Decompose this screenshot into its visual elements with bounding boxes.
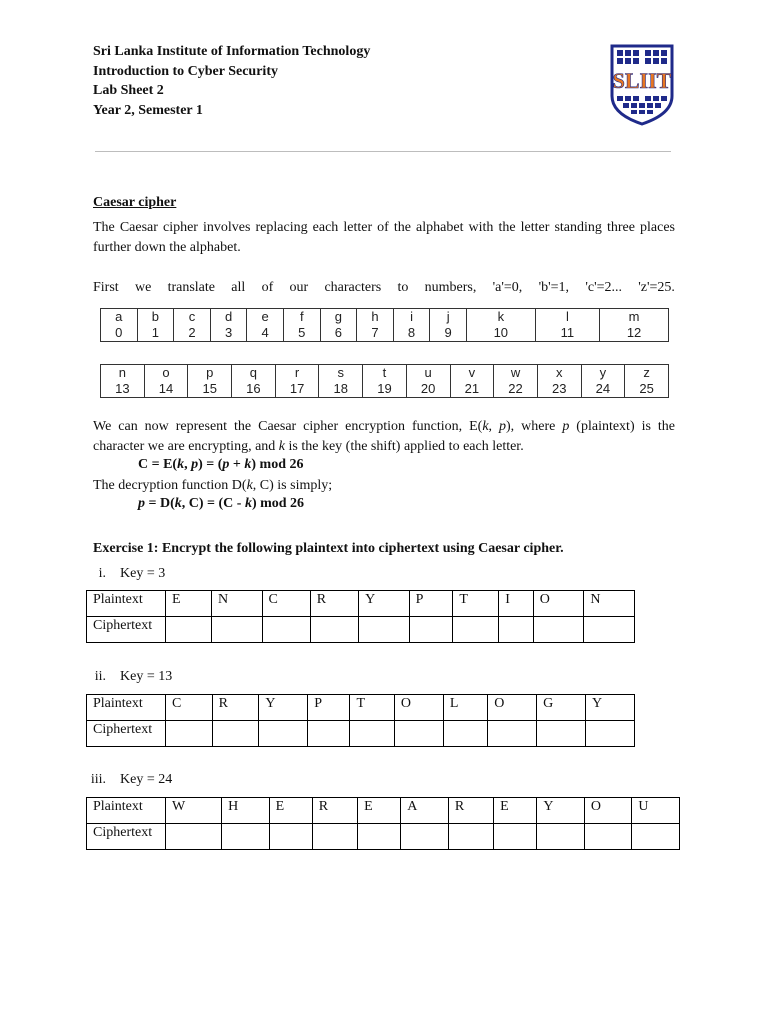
plaintext-letter-cell: A: [401, 798, 449, 824]
alphabet-number-cell: 1: [137, 325, 174, 342]
course-name: Introduction to Cyber Security: [93, 63, 278, 79]
alphabet-number-cell: 15: [188, 381, 232, 398]
term-label: Year 2, Semester 1: [93, 102, 203, 118]
alphabet-number-cell: 8: [393, 325, 430, 342]
plaintext-row: [87, 798, 680, 824]
alphabet-number-cell: 10: [466, 325, 535, 342]
alphabet-letter-cell: w: [494, 365, 538, 382]
decryption-formula: p = D(k, C) = (C - k) mod 26: [138, 496, 305, 511]
alphabet-letter-cell: t: [363, 365, 407, 382]
translate-word: 'z'=25.: [638, 280, 675, 295]
ciphertext-answer-cell[interactable]: [409, 617, 453, 643]
plaintext-letter-cell: E: [166, 591, 212, 617]
translate-word: translate: [167, 280, 215, 295]
ciphertext-answer-cell[interactable]: [212, 721, 259, 747]
plaintext-letter-cell: O: [394, 695, 443, 721]
alphabet-number-cell: 6: [320, 325, 357, 342]
alphabet-letter-cell: z: [625, 365, 669, 382]
ciphertext-answer-cell[interactable]: [488, 721, 537, 747]
translate-word: 'c'=2...: [585, 280, 622, 295]
institution-name: Sri Lanka Institute of Information Technology: [93, 44, 371, 59]
translate-sentence: [93, 278, 675, 298]
ciphertext-label: Ciphertext: [87, 617, 166, 643]
alphabet-letter-cell: y: [581, 365, 625, 382]
encryption-formula: C = E(k, p) = (p + k) mod 26: [138, 457, 304, 472]
alphabet-letter-cell: m: [600, 309, 669, 326]
plaintext-row: [87, 591, 635, 617]
intro-paragraph: The Caesar cipher involves replacing each letter of the alphabet with the letter standing three places further down the alphabet.: [93, 220, 675, 255]
section-title: Caesar cipher: [93, 195, 177, 210]
logo-text: SLIIT: [612, 68, 672, 93]
alphabet-number-cell: 19: [363, 381, 407, 398]
ciphertext-answer-cell[interactable]: [350, 721, 394, 747]
ciphertext-answer-cell[interactable]: [222, 824, 270, 850]
plaintext-letter-cell: L: [443, 695, 487, 721]
alphabet-number-cell: 23: [537, 381, 581, 398]
exercise-table-3: [86, 797, 680, 850]
part-1-key: i. Key = 3: [98, 566, 166, 581]
ciphertext-answer-cell[interactable]: [443, 721, 487, 747]
plaintext-letter-cell: O: [488, 695, 537, 721]
translate-word: to: [397, 280, 409, 295]
ciphertext-answer-cell[interactable]: [262, 617, 310, 643]
ciphertext-answer-cell[interactable]: [358, 824, 401, 850]
document-header: [93, 42, 370, 120]
plaintext-letter-cell: R: [312, 798, 357, 824]
plaintext-letter-cell: C: [166, 695, 213, 721]
alphabet-letter-cell: o: [144, 365, 188, 382]
alphabet-number-cell: 4: [247, 325, 284, 342]
plaintext-letter-cell: T: [453, 591, 499, 617]
translate-word: First: [93, 280, 119, 295]
alphabet-letter-cell: d: [210, 309, 247, 326]
plaintext-letter-cell: P: [308, 695, 350, 721]
plaintext-letter-cell: Y: [537, 798, 585, 824]
ciphertext-answer-cell[interactable]: [211, 617, 262, 643]
translate-word: of: [261, 280, 274, 295]
alphabet-letter-cell: g: [320, 309, 357, 326]
alphabet-letter-cell: f: [283, 309, 320, 326]
plaintext-letter-cell: G: [537, 695, 586, 721]
alphabet-number-cell: 17: [275, 381, 319, 398]
alphabet-number-cell: 25: [625, 381, 669, 398]
plaintext-label: Plaintext: [87, 591, 166, 617]
alphabet-number-cell: 16: [232, 381, 276, 398]
alphabet-letter-cell: p: [188, 365, 232, 382]
ciphertext-label: Ciphertext: [87, 824, 166, 850]
alphabet-number-cell: 24: [581, 381, 625, 398]
ciphertext-answer-cell[interactable]: [584, 824, 632, 850]
ciphertext-answer-cell[interactable]: [494, 824, 537, 850]
encryption-description: We can now represent the Caesar cipher encryption function, E(k, p), where p (plaintext) is the character we are encrypting, and k is the key (the shift) applied to each letter.: [93, 419, 675, 454]
alphabet-number-cell: 11: [535, 325, 599, 342]
ciphertext-answer-cell[interactable]: [166, 824, 222, 850]
alphabet-letter-cell: i: [393, 309, 430, 326]
alphabet-letter-cell: r: [275, 365, 319, 382]
translate-word: characters: [324, 280, 382, 295]
alphabet-letter-cell: c: [174, 309, 211, 326]
exercise-title: Exercise 1: Encrypt the following plaintext into ciphertext using Caesar cipher.: [93, 541, 564, 556]
alphabet-table-a-m: [100, 308, 669, 342]
alphabet-letter-cell: k: [466, 309, 535, 326]
plaintext-letter-cell: P: [409, 591, 453, 617]
alphabet-letter-cell: b: [137, 309, 174, 326]
plaintext-letter-cell: R: [310, 591, 358, 617]
plaintext-letter-cell: H: [222, 798, 270, 824]
plaintext-letter-cell: Y: [259, 695, 308, 721]
alphabet-letter-cell: l: [535, 309, 599, 326]
ciphertext-answer-cell[interactable]: [537, 824, 585, 850]
translate-word: numbers,: [424, 280, 477, 295]
alphabet-letter-cell: n: [101, 365, 145, 382]
alphabet-letter-cell: j: [430, 309, 467, 326]
decryption-description: The decryption function D(k, C) is simply;: [93, 478, 333, 493]
part-3-key: iii. Key = 24: [90, 772, 173, 787]
plaintext-letter-cell: C: [262, 591, 310, 617]
alphabet-number-cell: 14: [144, 381, 188, 398]
ciphertext-answer-cell[interactable]: [312, 824, 357, 850]
alphabet-number-cell: 20: [406, 381, 450, 398]
ciphertext-answer-cell[interactable]: [310, 617, 358, 643]
alphabet-letter-cell: e: [247, 309, 284, 326]
plaintext-letter-cell: N: [211, 591, 262, 617]
alphabet-number-cell: 5: [283, 325, 320, 342]
alphabet-letter-cell: q: [232, 365, 276, 382]
plaintext-letter-cell: E: [269, 798, 312, 824]
plaintext-label: Plaintext: [87, 695, 166, 721]
alphabet-number-cell: 7: [357, 325, 394, 342]
plaintext-letter-cell: Y: [586, 695, 635, 721]
ciphertext-answer-cell[interactable]: [499, 617, 533, 643]
sheet-title: Lab Sheet 2: [93, 83, 164, 98]
ciphertext-label: Ciphertext: [87, 721, 166, 747]
ciphertext-answer-cell[interactable]: [308, 721, 350, 747]
translate-word: 'b'=1,: [538, 280, 570, 295]
plaintext-letter-cell: R: [212, 695, 259, 721]
plaintext-row: [87, 695, 635, 721]
plaintext-letter-cell: Y: [359, 591, 410, 617]
ciphertext-answer-cell[interactable]: [584, 617, 635, 643]
ciphertext-answer-cell[interactable]: [537, 721, 586, 747]
plaintext-letter-cell: U: [632, 798, 680, 824]
alphabet-number-cell: 21: [450, 381, 494, 398]
alphabet-letter-cell: h: [357, 309, 394, 326]
plaintext-letter-cell: T: [350, 695, 394, 721]
plaintext-label: Plaintext: [87, 798, 166, 824]
alphabet-letter-cell: x: [537, 365, 581, 382]
translate-word: our: [289, 280, 309, 295]
plaintext-letter-cell: I: [499, 591, 533, 617]
ciphertext-answer-cell[interactable]: [533, 617, 584, 643]
plaintext-letter-cell: E: [494, 798, 537, 824]
ciphertext-answer-cell[interactable]: [448, 824, 493, 850]
alphabet-number-cell: 0: [101, 325, 138, 342]
ciphertext-row: [87, 824, 680, 850]
ciphertext-answer-cell[interactable]: [259, 721, 308, 747]
alphabet-letter-cell: v: [450, 365, 494, 382]
ciphertext-row: [87, 617, 635, 643]
translate-word: all: [231, 280, 246, 295]
alphabet-number-cell: 18: [319, 381, 363, 398]
alphabet-number-cell: 9: [430, 325, 467, 342]
alphabet-number-cell: 2: [174, 325, 211, 342]
exercise-table-1: [86, 590, 635, 643]
plaintext-letter-cell: E: [358, 798, 401, 824]
part-2-key: ii. Key = 13: [94, 669, 173, 684]
ciphertext-answer-cell[interactable]: [586, 721, 635, 747]
ciphertext-answer-cell[interactable]: [453, 617, 499, 643]
plaintext-letter-cell: W: [166, 798, 222, 824]
header-divider: [95, 151, 671, 152]
ciphertext-answer-cell[interactable]: [394, 721, 443, 747]
plaintext-letter-cell: N: [584, 591, 635, 617]
alphabet-number-cell: 3: [210, 325, 247, 342]
plaintext-letter-cell: O: [533, 591, 584, 617]
plaintext-letter-cell: R: [448, 798, 493, 824]
exercise-table-2: [86, 694, 635, 747]
ciphertext-answer-cell[interactable]: [632, 824, 680, 850]
sliit-logo: [609, 44, 675, 126]
alphabet-letter-cell: u: [406, 365, 450, 382]
alphabet-letter-cell: a: [101, 309, 138, 326]
translate-word: we: [134, 280, 152, 295]
translate-word: 'a'=0,: [492, 280, 523, 295]
alphabet-number-cell: 13: [101, 381, 145, 398]
ciphertext-answer-cell[interactable]: [269, 824, 312, 850]
ciphertext-answer-cell[interactable]: [166, 721, 213, 747]
ciphertext-row: [87, 721, 635, 747]
ciphertext-answer-cell[interactable]: [166, 617, 212, 643]
ciphertext-answer-cell[interactable]: [359, 617, 410, 643]
plaintext-letter-cell: O: [584, 798, 632, 824]
alphabet-number-cell: 22: [494, 381, 538, 398]
alphabet-number-cell: 12: [600, 325, 669, 342]
ciphertext-answer-cell[interactable]: [401, 824, 449, 850]
alphabet-table-n-z: [100, 364, 669, 398]
alphabet-letter-cell: s: [319, 365, 363, 382]
